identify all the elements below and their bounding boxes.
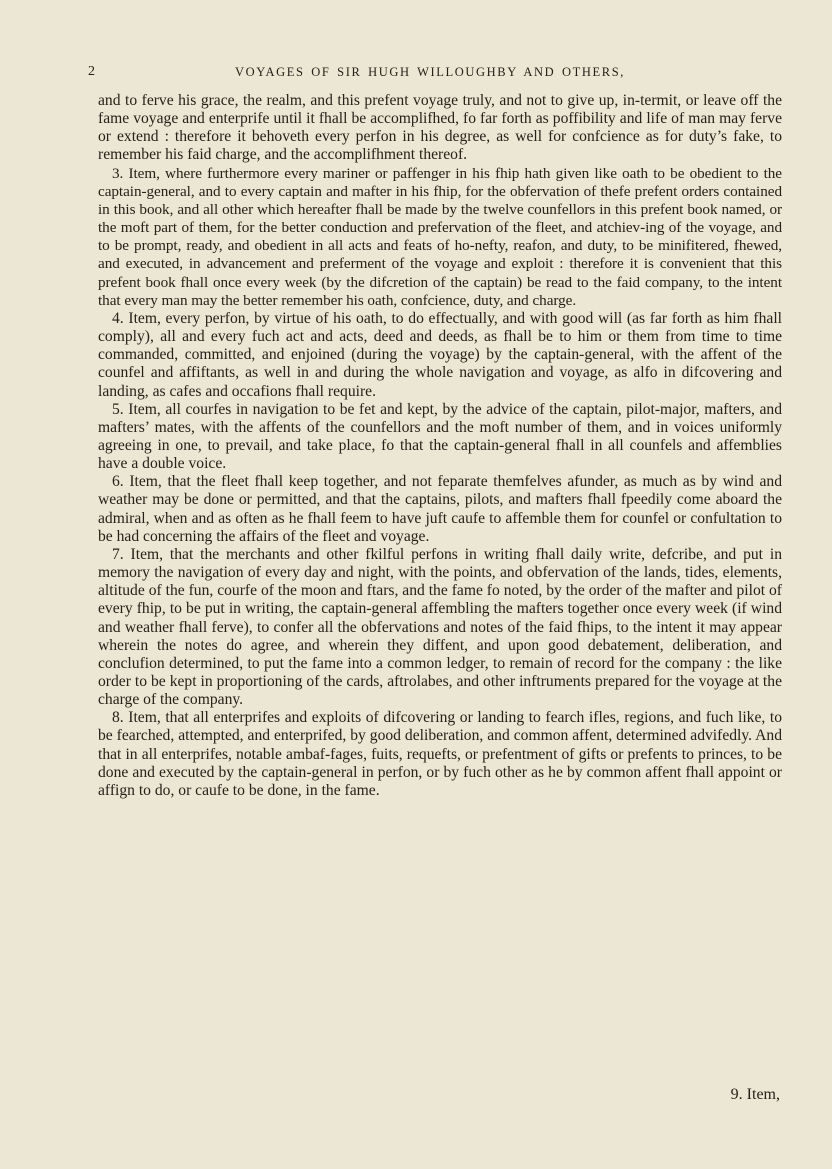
body-text: [98, 92, 782, 800]
paragraph-item-8: 8. Item, that all enterprifes and exploits of difcovering or landing to fearch ifles, regions, and fuch like, to be fearched, attempted, and enterprifed, by good deliberation, and common affent, determined advifedly. And that in all enterprifes, notable ambaf-fages, fuits, requefts, or prefentment of gifts or prefents to princes, to be done and executed by the captain-general in perfon, or by fuch other as he by common affent fhall appoint or affign to do, or caufe to be done, in the fame.: [98, 709, 782, 799]
paragraph-item-3: 3. Item, where furthermore every mariner or paffenger in his fhip hath given like oath to be obedient to the captain-general, and to every captain and mafter in his fhip, for the obfervation of thefe prefent orders contained in this book, and all other which hereafter fhall be made by the twelve counfellors in this prefent book named, or the moft part of them, for the better conduction and prefervation of the fleet, and atchiev-ing of the voyage, and to be prompt, ready, and obedient in all acts and feats of ho-nefty, reafon, and duty, to be minifitered, fhewed, and executed, in advancement and preferment of the voyage and exploit : therefore it is convenient that this prefent book fhall once every week (by the difcretion of the captain) be read to the faid company, to the intent that every man may the better remember his oath, confcience, duty, and charge.: [98, 164, 782, 309]
paragraph-item-6: 6. Item, that the fleet fhall keep together, and not feparate themfelves afunder, as much as by wind and weather may be done or permitted, and that the captains, pilots, and mafters fhall fpeedily come aboard the admiral, when and as often as he fhall feem to have juft caufe to affemble them for counfel or confultation to be had concerning the affairs of the fleet and voyage.: [98, 473, 782, 545]
paragraph-item-4: 4. Item, every perfon, by virtue of his oath, to do effectually, and with good will (as far forth as him fhall comply), all and every fuch act and acts, deed and deeds, as fhall be to him or them from time to time commanded, committed, and enjoined (during the voyage) by the captain-general, with the affent of the counfel and affiftants, as well in and during the whole navigation and voyage, as alfo in difcovering and landing, as cafes and occafions fhall require.: [98, 309, 782, 400]
running-head: [88, 64, 772, 88]
paragraph-item-7: 7. Item, that the merchants and other fkilful perfons in writing fhall daily write, defcribe, and put in memory the navigation of every day and night, with the points, and obfervation of the lands, tides, elements, altitude of the fun, courfe of the moon and ftars, and the fame fo noted, by the order of the mafter and pilot of every fhip, to be put in writing, the captain-general affembling the mafters together once every week (if wind and weather fhall ferve), to confer all the obfervations and notes of the faid fhips, to the intent it may appear wherein the notes do agree, and wherein they diffent, and upon good debatement, deliberation, and conclufion determined, to put the fame into a common ledger, to remain of record for the company : the like order to be kept in proportioning of the cards, aftrolabes, and other inftruments prepared for the voyage at the charge of the company.: [98, 545, 782, 709]
catchword: 9. Item,: [730, 1086, 780, 1103]
paragraph-item-5: 5. Item, all courfes in navigation to be fet and kept, by the advice of the captain, pilot-major, mafters, and mafters’ mates, with the affents of the counfellors and the moft number of them, and in voices uniformly agreeing in one, to prevail, and take place, fo that the captain-general fhall in all counfels and affemblies have a double voice.: [98, 400, 782, 473]
running-title: VOYAGES OF SIR HUGH WILLOUGHBY AND OTHERS,: [235, 65, 625, 79]
page-number: 2: [88, 64, 95, 79]
paragraph-continuation: and to ferve his grace, the realm, and this prefent voyage truly, and not to give up, in-termit, or leave off the fame voyage and enterprife until it fhall be accomplifhed, fo far forth as poffibility and life of man may ferve or extend : therefore it behoveth every perfon in his degree, as well for confcience as for duty’s fake, to remember his faid charge, and the accomplifhment thereof.: [98, 92, 782, 164]
